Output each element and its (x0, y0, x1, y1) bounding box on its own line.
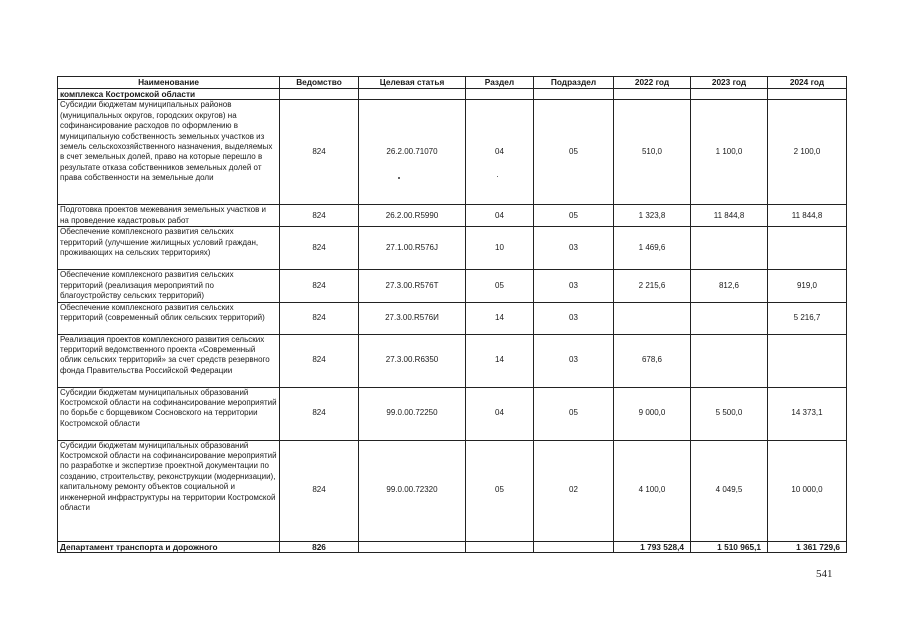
cell-2022: 678,6 (614, 334, 691, 387)
cell-name: Субсидии бюджетам муниципальных образований Костромской области на софинансирование мероприятий по борьбе с борщевиком Сосновского на территории Костромской области (58, 387, 280, 440)
cell-target: 27.3.00.R6350 (359, 334, 466, 387)
cell-2024: 5 216,7 (768, 302, 847, 334)
cell-2024: 919,0 (768, 270, 847, 302)
cell-subsection: 05 (534, 387, 614, 440)
cell-target: 27.3.00.R576T (359, 270, 466, 302)
header-2022: 2022 год (614, 77, 691, 89)
cell-2023: 1 510 965,1 (691, 541, 768, 552)
cell-target: 26.2.00.71070 (359, 100, 466, 205)
cell-section: 05 (466, 440, 534, 541)
cell-ministry: 824 (280, 270, 359, 302)
scan-speck (398, 177, 400, 179)
cell-name: Реализация проектов комплексного развития сельских территорий ведомственного проекта «Современный облик сельских территорий» за счет средств резервного фонда Правительства Российской Федерации (58, 334, 280, 387)
cell-2022: 1 793 528,4 (614, 541, 691, 552)
header-section: Раздел (466, 77, 534, 89)
cell-2024 (768, 334, 847, 387)
header-row (58, 77, 847, 89)
cell-2024: 14 373,1 (768, 387, 847, 440)
cell-target (359, 89, 466, 100)
cell-2022: 1 323,8 (614, 205, 691, 227)
cell-2023 (691, 89, 768, 100)
cell-name: комплекса Костромской области (58, 89, 280, 100)
table-row (58, 302, 847, 334)
cell-2022 (614, 302, 691, 334)
cell-name: Подготовка проектов межевания земельных участков и на проведение кадастровых работ (58, 205, 280, 227)
cell-ministry: 824 (280, 302, 359, 334)
cell-section: 04 (466, 387, 534, 440)
cell-subsection: 03 (534, 334, 614, 387)
cell-name: Обеспечение комплексного развития сельских территорий (улучшение жилищных условий граждан, проживающих на сельских территориях) (58, 227, 280, 270)
cell-name: Субсидии бюджетам муниципальных районов (муниципальных округов, городских округов) на софинансирование расходов по оформлению в муниципальную собственность земельных участков из земель сельскохозяйственного назначения, выделяемых в счет земельных долей, право на которые перешло в результате отказа собственников земельных долей от права собственности на земельные доли (58, 100, 280, 205)
cell-target: 26.2.00.R5990 (359, 205, 466, 227)
cell-target: 27.1.00.R576J (359, 227, 466, 270)
cell-2023: 1 100,0 (691, 100, 768, 205)
cell-section: 04 (466, 205, 534, 227)
cell-2023 (691, 302, 768, 334)
cell-section: 14 (466, 334, 534, 387)
cell-2023 (691, 334, 768, 387)
table-row (58, 205, 847, 227)
table-row (58, 227, 847, 270)
cell-section: 04 (466, 100, 534, 205)
table-row (58, 270, 847, 302)
cell-subsection: 03 (534, 227, 614, 270)
table-row (58, 334, 847, 387)
cell-subsection: 05 (534, 205, 614, 227)
cell-subsection: 05 (534, 100, 614, 205)
cell-section (466, 89, 534, 100)
budget-table (57, 76, 847, 553)
cell-2022: 9 000,0 (614, 387, 691, 440)
cell-ministry: 824 (280, 100, 359, 205)
cell-name: Субсидии бюджетам муниципальных образований Костромской области на софинансирование мероприятий по разработке и экспертизе проектной документации по созданию, строительству, реконструкции (модернизации), капитальному ремонту объектов социальной и инженерной инфраструктуры на территории Костромской области (58, 440, 280, 541)
cell-2022: 2 215,6 (614, 270, 691, 302)
table-row (58, 387, 847, 440)
header-target: Целевая статья (359, 77, 466, 89)
cell-subsection: 02 (534, 440, 614, 541)
cell-subsection: 03 (534, 270, 614, 302)
cell-section: 05 (466, 270, 534, 302)
cell-2022: 510,0 (614, 100, 691, 205)
cell-subsection (534, 541, 614, 552)
cell-section: 14 (466, 302, 534, 334)
cell-2023: 4 049,5 (691, 440, 768, 541)
cell-ministry: 826 (280, 541, 359, 552)
cell-2022: 4 100,0 (614, 440, 691, 541)
header-subsection: Подраздел (534, 77, 614, 89)
cell-ministry: 824 (280, 334, 359, 387)
cell-name: Обеспечение комплексного развития сельских территорий (реализация мероприятий по благоустройству сельских территорий) (58, 270, 280, 302)
cell-name: Обеспечение комплексного развития сельских территорий (современный облик сельских территорий) (58, 302, 280, 334)
header-name: Наименование (58, 77, 280, 89)
table-row (58, 541, 847, 552)
cell-target: 27.3.00.R576И (359, 302, 466, 334)
cell-ministry: 824 (280, 387, 359, 440)
cell-2024 (768, 227, 847, 270)
cell-2022: 1 469,6 (614, 227, 691, 270)
cell-2023: 11 844,8 (691, 205, 768, 227)
cell-target (359, 541, 466, 552)
cell-2023: 5 500,0 (691, 387, 768, 440)
cell-ministry (280, 89, 359, 100)
cell-2024: 1 361 729,6 (768, 541, 847, 552)
table-row (58, 440, 847, 541)
scan-speck (497, 176, 498, 177)
cell-subsection: 03 (534, 302, 614, 334)
cell-ministry: 824 (280, 440, 359, 541)
table-row (58, 100, 847, 205)
cell-target: 99.0.00.72320 (359, 440, 466, 541)
cell-ministry: 824 (280, 205, 359, 227)
cell-ministry: 824 (280, 227, 359, 270)
cell-2024: 10 000,0 (768, 440, 847, 541)
cell-2024 (768, 89, 847, 100)
table-row (58, 89, 847, 100)
cell-2023: 812,6 (691, 270, 768, 302)
header-ministry: Ведомство (280, 77, 359, 89)
cell-target: 99.0.00.72250 (359, 387, 466, 440)
cell-2024: 2 100,0 (768, 100, 847, 205)
cell-subsection (534, 89, 614, 100)
header-2023: 2023 год (691, 77, 768, 89)
cell-section: 10 (466, 227, 534, 270)
cell-2022 (614, 89, 691, 100)
header-2024: 2024 год (768, 77, 847, 89)
cell-2023 (691, 227, 768, 270)
cell-2024: 11 844,8 (768, 205, 847, 227)
cell-section (466, 541, 534, 552)
cell-name: Департамент транспорта и дорожного (58, 541, 280, 552)
page-number: 541 (816, 568, 833, 580)
